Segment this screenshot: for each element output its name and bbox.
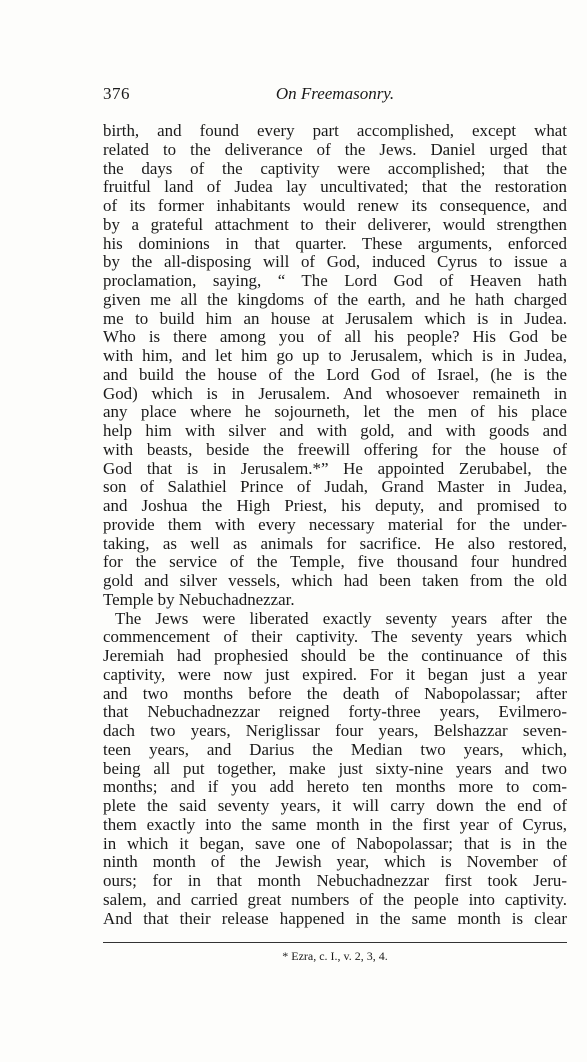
text-line: God that is in Jerusalem.*” He appointed Zerubabel, the: [103, 459, 567, 478]
text-line: given me all the kingdoms of the earth, and he hath charged: [103, 290, 567, 309]
text-line: with beasts, beside the freewill offering for the house of: [103, 440, 567, 459]
text-line: The Jews were liberated exactly seventy years after the: [115, 609, 567, 628]
text-line: God) which is in Jerusalem. And whosoever remaineth in: [103, 384, 567, 403]
text-line: And that their release happened in the same month is clear: [103, 909, 567, 928]
text-line: with him, and let him go up to Jerusalem, which is in Judea,: [103, 347, 567, 365]
text-line: provide them with every necessary material for the under-: [103, 515, 567, 534]
text-line: for the service of the Temple, five thousand four hundred: [103, 553, 567, 572]
text-line: captivity, were now just expired. For it began just a year: [103, 665, 567, 684]
text-line: dach two years, Neriglissar four years, Belshazzar seven-: [103, 722, 567, 740]
text-line: teen years, and Darius the Median two years, which,: [103, 740, 567, 759]
text-line: Temple by Nebuchadnezzar.: [103, 590, 295, 609]
text-line: gold and silver vessels, which had been taken from the old: [103, 572, 567, 590]
text-line: taking, as well as animals for sacrifice. He also restored,: [103, 534, 567, 553]
text-line: and two months before the death of Nabopolassar; after: [103, 684, 567, 703]
text-line: any place where he sojourneth, let the men of his place: [103, 403, 567, 422]
text-line: by the all-disposing will of God, induced Cyrus to issue a: [103, 253, 567, 272]
footnote: * Ezra, c. I., v. 2, 3, 4.: [282, 949, 388, 963]
text-line: that Nebuchadnezzar reigned forty-three years, Evilmero-: [103, 703, 567, 722]
text-line: of its former inhabitants would renew its consequence, and: [103, 197, 567, 215]
text-line: salem, and carried great numbers of the people into captivity.: [103, 890, 567, 909]
text-line: them exactly into the same month in the first year of Cyrus,: [103, 815, 567, 834]
text-line: commencement of their captivity. The seventy years which: [103, 628, 567, 647]
text-line: proclamation, saying, “ The Lord God of Heaven hath: [103, 272, 567, 290]
text-line: the days of the captivity were accomplished; that the: [103, 159, 567, 178]
text-line: ours; for in that month Nebuchadnezzar first took Jeru-: [103, 872, 567, 890]
text-line: Jeremiah had prophesied should be the continuance of this: [103, 647, 567, 665]
footnote-rule: [103, 942, 567, 943]
page-header: [103, 84, 567, 108]
text-line: in which it began, save one of Nabopolassar; that is in the: [103, 834, 567, 853]
text-line: ninth month of the Jewish year, which is November of: [103, 853, 567, 872]
text-line: son of Salathiel Prince of Judah, Grand Master in Judea,: [103, 478, 567, 497]
text-line: fruitful land of Judea lay uncultivated; that the restoration: [103, 178, 567, 197]
text-line: plete the said seventy years, it will carry down the end of: [103, 797, 567, 815]
text-line: related to the deliverance of the Jews. Daniel urged that: [103, 140, 567, 159]
text-line: being all put together, make just sixty-nine years and two: [103, 759, 567, 778]
running-title: On Freemasonry.: [275, 84, 395, 103]
text-line: help him with silver and with gold, and with goods and: [103, 422, 567, 440]
text-line: me to build him an house at Jerusalem which is in Judea.: [103, 309, 567, 328]
text-line: Who is there among you of all his people? His God be: [103, 328, 567, 347]
text-line: his dominions in that quarter. These arguments, enforced: [103, 234, 567, 253]
text-line: birth, and found every part accomplished, except what: [103, 122, 567, 140]
text-line: and Joshua the High Priest, his deputy, and promised to: [103, 497, 567, 515]
text-line: months; and if you add hereto ten months more to com-: [103, 778, 567, 797]
text-line: by a grateful attachment to their deliverer, would strengthen: [103, 215, 567, 234]
body-text: [103, 122, 567, 928]
text-line: and build the house of the Lord God of Israel, (he is the: [103, 365, 567, 384]
page-number: 376: [103, 84, 130, 103]
